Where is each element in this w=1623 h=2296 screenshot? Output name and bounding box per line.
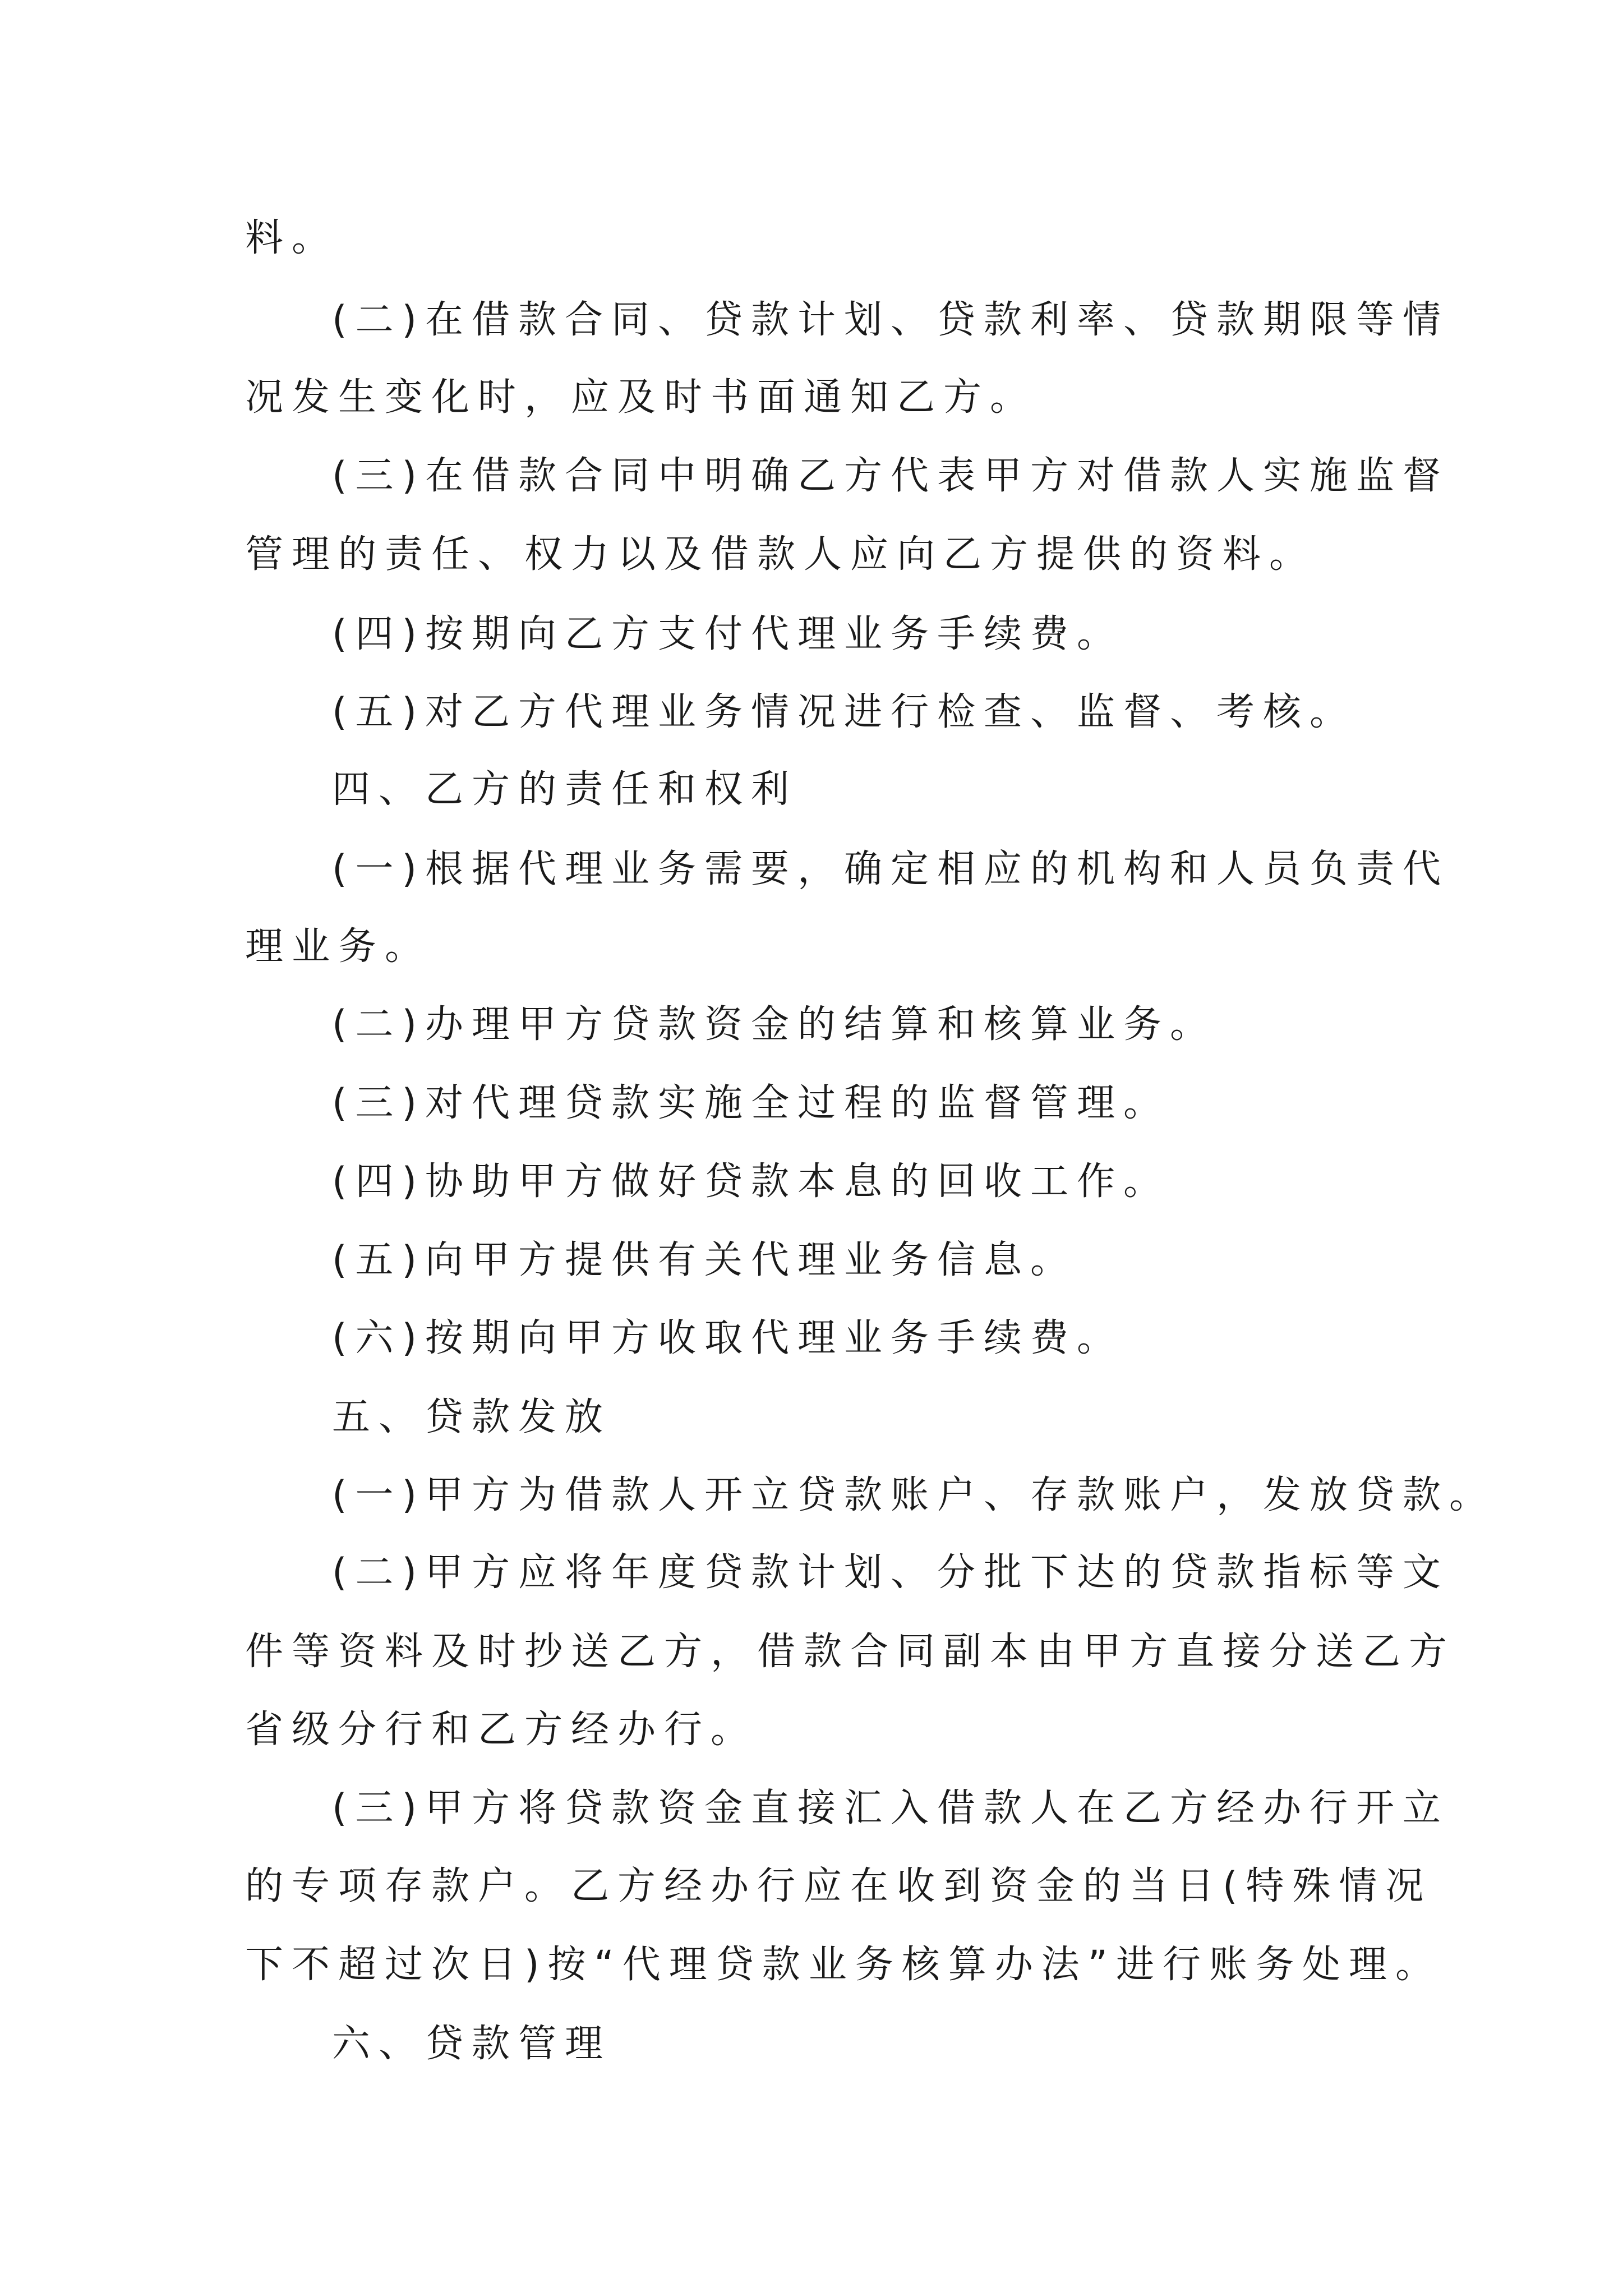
text-line: (四)协助甲方做好贷款本息的回收工作。 [332, 1159, 1170, 1204]
section-heading: 四、乙方的责任和权利 [332, 767, 798, 812]
text-line: 件等资料及时抄送乙方，借款合同副本由甲方直接分送乙方 [245, 1630, 1456, 1674]
text-line: 管理的责任、权力以及借款人应向乙方提供的资料。 [245, 532, 1316, 577]
text-line: 的专项存款户。乙方经办行应在收到资金的当日(特殊情况 [245, 1864, 1432, 1908]
text-line: (五)对乙方代理业务情况进行检查、监督、考核。 [332, 690, 1357, 734]
text-line: (二)办理甲方贷款资金的结算和核算业务。 [332, 1002, 1217, 1047]
text-line: (二)甲方应将年度贷款计划、分批下达的贷款指标等文 [332, 1550, 1450, 1595]
section-heading: 六、贷款管理 [332, 2022, 612, 2066]
text-line: (三)在借款合同中明确乙方代表甲方对借款人实施监督 [332, 454, 1450, 498]
text-line: (一)根据代理业务需要，确定相应的机构和人员负责代 [332, 847, 1450, 891]
text-line: 理业务。 [245, 924, 432, 969]
text-line: (三)甲方将贷款资金直接汇入借款人在乙方经办行开立 [332, 1786, 1450, 1830]
text-line: (三)对代理贷款实施全过程的监督管理。 [332, 1081, 1170, 1125]
text-line: (六)按期向甲方收取代理业务手续费。 [332, 1316, 1124, 1360]
text-line: 下不超过次日)按“代理贷款业务核算办法”进行账务处理。 [245, 1943, 1442, 1987]
text-line: (一)甲方为借款人开立贷款账户、存款账户，发放贷款。 [332, 1473, 1496, 1517]
text-line: (四)按期向乙方支付代理业务手续费。 [332, 612, 1124, 656]
text-line: 况发生变化时，应及时书面通知乙方。 [245, 375, 1037, 420]
text-line: (五)向甲方提供有关代理业务信息。 [332, 1238, 1077, 1282]
section-heading: 五、贷款发放 [332, 1395, 612, 1439]
text-line: 省级分行和乙方经办行。 [245, 1708, 758, 1752]
text-line: 料。 [245, 216, 339, 260]
text-line: (二)在借款合同、贷款计划、贷款利率、贷款期限等情 [332, 298, 1450, 342]
